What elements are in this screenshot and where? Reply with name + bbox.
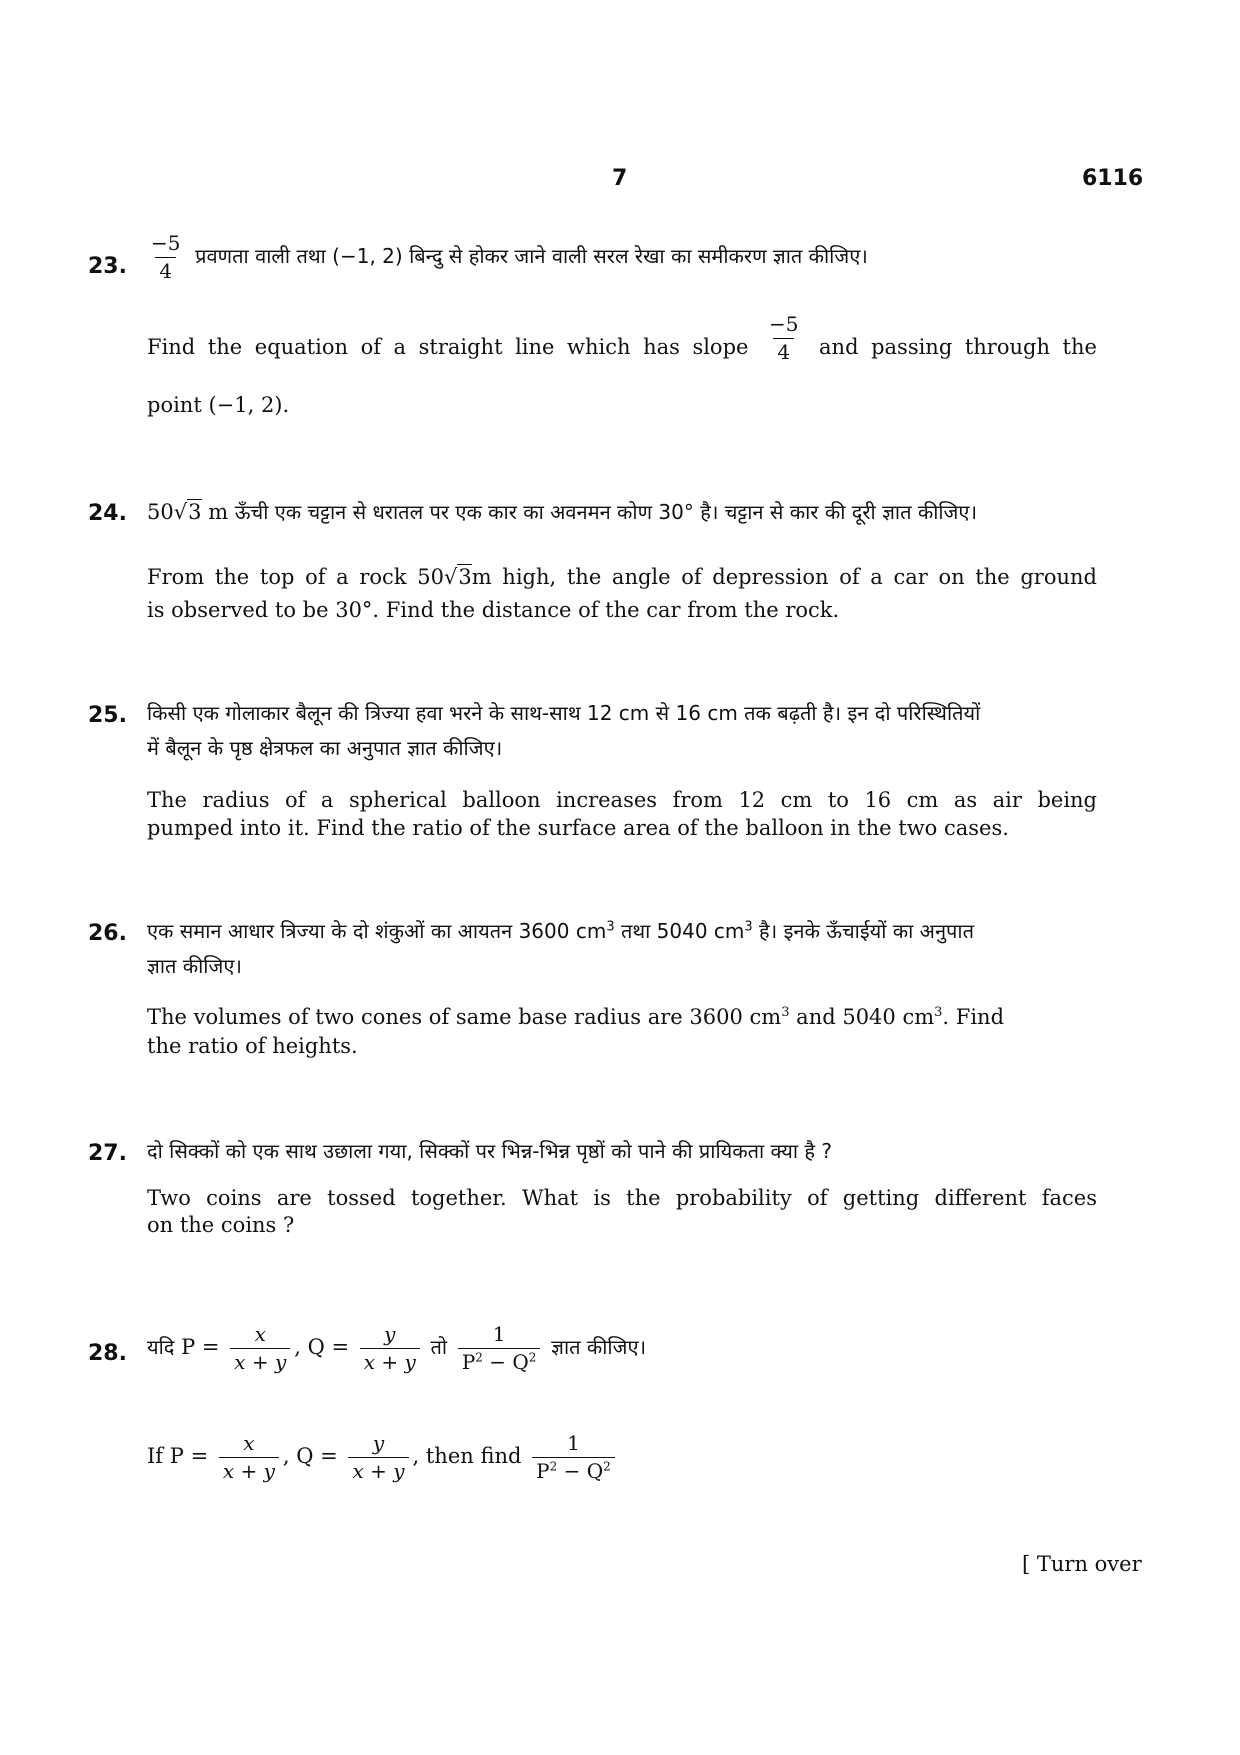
q26-hindi-line-2: ज्ञात कीजिए। — [147, 954, 242, 978]
word: equation — [254, 335, 349, 359]
height-coefficient: 50 — [147, 500, 174, 524]
q28-english-expression: If P = $\frac{x}{x + y}$ , Q = $\frac{y}{x + y}$ , then find $\frac{1}{P^2 - Q^2}$ — [147, 1432, 619, 1483]
question-number-28: 28. — [88, 1341, 127, 1366]
sqrt-symbol: √3 — [443, 565, 472, 589]
q23-slope-fraction-en — [765, 313, 802, 364]
slope-numerator: −5 — [151, 231, 181, 255]
slope-numerator: −5 — [769, 312, 799, 336]
slope-denominator: 4 — [155, 257, 176, 283]
question-number-24: 24. — [88, 501, 127, 526]
word: passing — [871, 335, 953, 359]
turn-over-note: [ Turn over — [1022, 1552, 1142, 1576]
p-fraction: $\frac{x}{x + y}$ — [219, 1432, 279, 1483]
q27-english-line-1: Two coins are tossed together. What is the probability of getting different faces — [147, 1186, 1097, 1210]
q27-hindi-text: दो सिक्कों को एक साथ उछाला गया, सिक्कों पर भिन्न-भिन्न पृष्ठों को पाने की प्रायिकता क्या है ? — [147, 1139, 832, 1163]
word: slope — [692, 335, 749, 359]
word: straight — [418, 335, 503, 359]
word: a — [393, 335, 407, 359]
question-number-26: 26. — [88, 921, 127, 946]
q25-hindi-line-1: किसी एक गोलाकार बैलून की त्रिज्या हवा भरने के साथ-साथ 12 cm से 16 cm तक बढ़ती है। इन दो परिस्थितियों — [147, 701, 981, 725]
q-fraction: $\frac{y}{x + y}$ — [360, 1323, 420, 1374]
question-number-27: 27. — [88, 1141, 127, 1166]
word: has — [643, 335, 680, 359]
question-number-25: 25. — [88, 703, 127, 728]
sqrt-symbol: √3 — [173, 500, 202, 524]
page-number: 7 — [612, 166, 628, 191]
target-fraction: $\frac{1}{P^2 - Q^2}$ — [532, 1432, 615, 1483]
q24-hindi-text — [147, 500, 977, 525]
word: and — [819, 335, 859, 359]
word: of — [360, 335, 381, 359]
q23-hindi-text — [147, 232, 868, 283]
slope-denominator: 4 — [773, 338, 794, 364]
unit: m — [208, 500, 229, 524]
p-fraction: $\frac{x}{x + y}$ — [230, 1323, 290, 1374]
q-fraction: $\frac{y}{x + y}$ — [348, 1432, 408, 1483]
word: through — [964, 335, 1050, 359]
q23-slope-fraction — [147, 232, 184, 283]
q23-english-line-1 — [147, 312, 1097, 364]
paper-code: 6116 — [1082, 166, 1144, 191]
q23-english-line-2: point (−1, 2). — [147, 393, 290, 417]
q24-english-line-1: From the top of a rock 50√3m high, the angle of depression of a car on the ground — [147, 565, 1097, 589]
q26-hindi-line-1: एक समान आधार त्रिज्या के दो शंकुओं का आयतन 3600 $cm^3$ तथा 5040 $cm^3$ है। इनके ऊँचाईयों का अनुपात — [147, 919, 974, 943]
word: the — [1062, 335, 1097, 359]
q28-hindi-expression: यदि P = $\frac{x}{x + y}$ , Q = $\frac{y}{x + y}$ तो $\frac{1}{P^2 - Q^2}$ ज्ञात कीजिए। — [147, 1322, 647, 1374]
q24-hindi: ऊँची एक चट्टान से धरातल पर एक कार का अवनमन कोण 30° है। चट्टान से कार की दूरी ज्ञात कीजिए। — [234, 500, 978, 524]
word: Find — [147, 335, 196, 359]
question-number-23: 23. — [88, 254, 127, 279]
q26-english-line-1: The volumes of two cones of same base radius are 3600 $cm^3$ and 5040 $cm^3$. Find — [147, 1005, 1005, 1029]
q25-hindi-line-2: में बैलून के पृष्ठ क्षेत्रफल का अनुपात ज्ञात कीजिए। — [147, 736, 503, 760]
q27-english-line-2: on the coins ? — [147, 1213, 295, 1237]
q23-hindi: प्रवणता वाली तथा (−1, 2) बिन्दु से होकर जाने वाली सरल रेखा का समीकरण ज्ञात कीजिए। — [195, 244, 868, 268]
word: the — [207, 335, 243, 359]
q26-english-line-2: the ratio of heights. — [147, 1034, 358, 1058]
q25-english-line-1: The radius of a spherical balloon increases from 12 cm to 16 cm as air being — [147, 788, 1097, 812]
target-fraction: $\frac{1}{P^2 - Q^2}$ — [458, 1323, 541, 1374]
word: line — [515, 335, 555, 359]
q25-english-line-2: pumped into it. Find the ratio of the surface area of the balloon in the two cases. — [147, 816, 1009, 840]
q24-english-line-2: is observed to be 30°. Find the distance of the car from the rock. — [147, 598, 840, 622]
word: which — [567, 335, 631, 359]
